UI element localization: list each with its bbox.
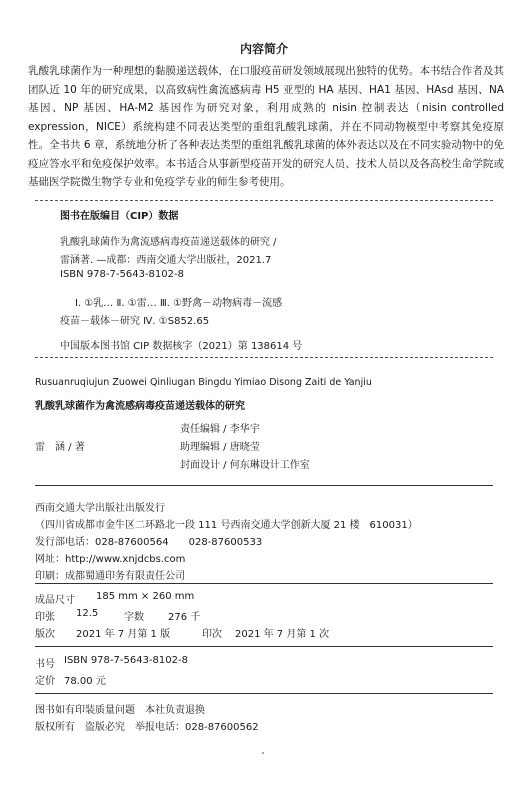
rule-notice [35,693,493,694]
publisher-address: （四川省成都市金牛区二环路北一段 111 号西南交通大学创新大厦 21 楼 610031） [35,520,418,531]
edition-value: 2021 年 7 月第 1 版 [76,629,171,640]
printer: 印刷：成都蜀通印务有限责任公司 [35,571,185,582]
publisher-name: 西南交通大学出版社出版发行 [35,503,165,514]
edition-label: 版次 [35,629,55,640]
cip-line-6: 中国版本图书馆 CIP 数据核字（2021）第 138614 号 [60,341,303,352]
responsible-editor: 责任编辑 / 李华宇 [180,424,260,435]
cip-heading: 图书在版编目（CIP）数据 [60,211,179,222]
summary-body: 乳酸乳球菌作为一种理想的黏膜递送载体，在口服疫苗研发领域展现出独特的优势。本书结合作者及其团队近 10 年的研究成果，以高致病性禽流感病毒 H5 亚型的 HA 基因、HA1 基因、HAsd 基因、NA 基因、NP 基因、HA-M2 基因作为研究对象，利用成熟的 nisin 控制表达（nisin controlled expression，NICE）系统构建不同表达类型的重组乳酸乳球菌，并在不同动物模型中考察其免疫原性。全书共 6 章，系统地分析了各种表达类型的重组乳酸乳球菌的体外表达以及在不同实验动物中的免疫应答水平和免疫保护效率。本书适合从事新型疫苗开发的研究人员、技术人员以及各高校生命学院或基础医学院微生物学专业和免疫学专业的师生参考使用。 [28,65,504,188]
rule-publisher [35,485,493,486]
sheets-value: 12.5 [76,608,99,619]
cip-line-1: 乳酸乳球菌作为禽流感病毒疫苗递送载体的研究 / [60,237,277,248]
price-value: 78.00 元 [64,676,106,687]
cip-line-2: 雷涵著. —成都：西南交通大学出版社，2021.7 [60,255,272,266]
cip-line-5: 疫苗－载体－研究 Ⅳ. ①S852.65 [60,316,210,327]
size-value: 185 mm × 260 mm [96,591,195,602]
publisher-website: 网址：http://www.xnjdcbs.com [35,554,186,565]
assistant-editor: 助理编辑 / 唐晓莹 [180,442,260,453]
publisher-phone: 发行部电话：028-87600564 028-87600533 [35,537,263,548]
rule-specs [35,583,493,584]
printing-value: 2021 年 7 月第 1 次 [235,629,330,640]
notice-line-2: 版权所有 盗版必究 举报电话：028-87600562 [35,722,259,733]
size-label: 成品尺寸 [35,595,75,606]
cip-line-3: ISBN 978-7-5643-8102-8 [60,269,184,280]
rule-isbn [35,646,493,647]
sheets-label: 印张 [35,612,55,623]
notice-line-1: 图书如有印装质量问题 本社负责退换 [35,705,205,716]
cover-design: 封面设计 / 何东琳设计工作室 [180,460,310,471]
author: 雷 涵 / 著 [35,442,85,453]
words-label: 字数 [124,612,144,623]
divider-cip [35,357,493,358]
divider-top [35,200,493,201]
book-title: 乳酸乳球菌作为禽流感病毒疫苗递送载体的研究 [35,401,245,412]
page-mark [262,752,264,754]
summary-title: 内容简介 [239,42,288,56]
price-label: 定价 [35,676,55,687]
pinyin-title: Rusuanruqiujun Zuowei Qinliugan Bingdu Yimiao Disong Zaiti de Yanjiu [35,377,372,388]
words-value: 276 千 [168,612,201,623]
cip-line-4: Ⅰ. ①乳… Ⅱ. ①雷… Ⅲ. ①野禽－动物病毒－流感 [75,298,283,309]
isbn-value: ISBN 978-7-5643-8102-8 [64,655,188,666]
printing-label: 印次 [202,629,222,640]
isbn-label: 书号 [35,659,55,670]
